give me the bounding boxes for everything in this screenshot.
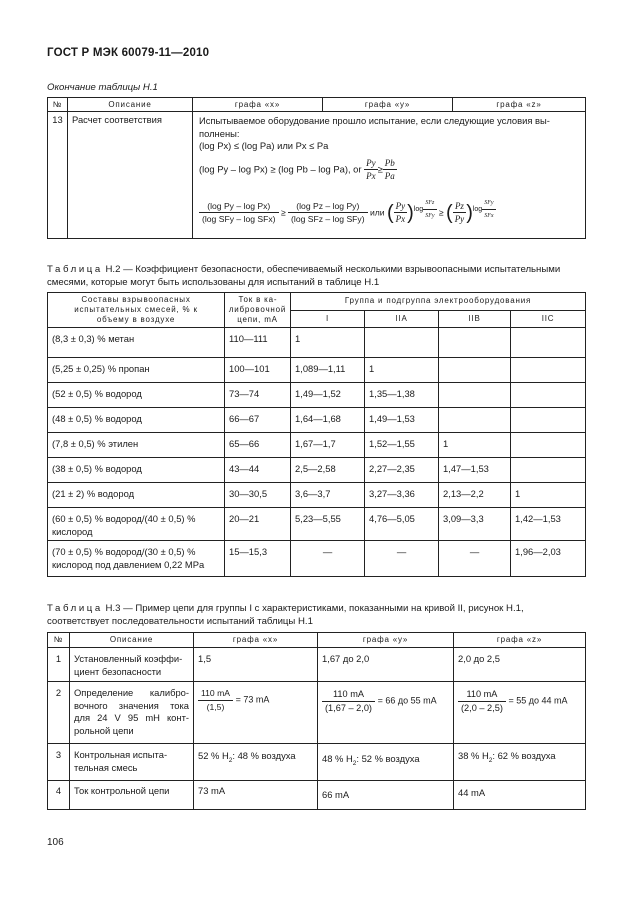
condition-2	[199, 157, 579, 183]
fraction: (log Pz – log Py) (log SFz – log SFy)	[288, 200, 368, 226]
col-header: №	[48, 633, 70, 648]
table-h1	[47, 97, 586, 239]
row-description: Установленный коэффициент безопасности	[70, 648, 194, 682]
col-header-current: Ток в калибровочной цепи, mA	[225, 293, 291, 328]
col-header: Описание	[68, 98, 193, 112]
cell-x: 52 % $H_2$: 48 % воздуха	[194, 744, 318, 781]
row-number: 2	[48, 682, 70, 744]
cell-factor	[439, 358, 511, 383]
cell-factor: 1	[439, 433, 511, 458]
col-header: Описание	[70, 633, 194, 648]
col-header-group-iic: IIC	[511, 310, 586, 328]
row-number: 1	[48, 648, 70, 682]
cell-factor: 1,96—2,03	[511, 541, 586, 577]
fraction: (log Py – log Px) (log SFy – log SFx)	[199, 200, 279, 226]
cell-factor	[511, 433, 586, 458]
cell-factor	[511, 383, 586, 408]
page-number: 106	[47, 837, 64, 848]
table-h2-caption	[47, 263, 585, 289]
col-header: графа «y»	[318, 633, 454, 648]
cell-factor: 1,52—1,55	[365, 433, 439, 458]
row-description: Расчет соответствия	[68, 112, 193, 239]
row-description: Определение калибровочного значения тока для 24 V 95 mH контрольной цепи	[70, 682, 194, 744]
cell-y: 48 % $H_2$: 52 % воздуха	[318, 744, 454, 781]
table-row	[48, 433, 586, 458]
cell-z	[454, 682, 586, 744]
cell-factor	[439, 383, 511, 408]
row-description: Ток контрольной цепи	[70, 781, 194, 810]
col-header: графа «y»	[323, 98, 453, 112]
cell-y: 1,67 до 2,0	[318, 648, 454, 682]
cell-factor: —	[439, 541, 511, 577]
condition-1: (log Px) ≤ (log Pa) или Px ≤ Pa	[199, 140, 329, 151]
conformity-conditions	[193, 112, 586, 239]
cell-z: 38 % $H_2$: 62 % воздуха	[454, 744, 586, 781]
cell-factor: —	[291, 541, 365, 577]
cell-mix: (52 ± 0,5) % водород	[48, 383, 225, 408]
exponent-fraction: $\frac{\text{SFz}}{\text{SFy}}$	[423, 197, 436, 223]
cell-factor: 1,42—1,53	[511, 508, 586, 541]
col-header-group-iib: IIB	[439, 310, 511, 328]
cell-mix: (70 ± 0,5) % водород/(30 ± 0,5) % кислород под давлением 0,22 MPa	[48, 541, 225, 577]
fraction: $\frac{Pz}{Py}$	[454, 200, 465, 225]
cell-factor	[511, 408, 586, 433]
cell-factor	[511, 458, 586, 483]
cell-x: 73 mA	[194, 781, 318, 810]
cell-factor: 1,47—1,53	[439, 458, 511, 483]
caption-text: Н.2 — Коэффициент безопасности, обеспечиваемый несколькими взрывоопасными испытательными смесями, которые могут быть использованы для испытаний в таблице Н.1	[47, 264, 561, 288]
cell-factor: 1,089—1,11	[291, 358, 365, 383]
conditions-intro: Испытываемое оборудование прошло испытание, если следующие условия выполнены:	[199, 115, 550, 139]
cell-current: 100—101	[225, 358, 291, 383]
result-text: = 55 до 44 mA	[508, 695, 568, 706]
result-text: = 66 до 55 mA	[377, 695, 437, 706]
table-row	[48, 383, 586, 408]
cell-factor: 1,35—1,38	[365, 383, 439, 408]
table-row	[48, 358, 586, 383]
cell-current: 110—111	[225, 333, 291, 358]
table-h1-caption: Окончание таблицы Н.1	[47, 82, 158, 93]
cell-factor: 3,09—3,3	[439, 508, 511, 541]
row-number: 13	[48, 112, 68, 239]
cell-mix: (7,8 ± 0,5) % этилен	[48, 433, 225, 458]
cell-factor: 1,64—1,68	[291, 408, 365, 433]
col-header: №	[48, 98, 68, 112]
cell-factor: 4,76—5,05	[365, 508, 439, 541]
cell-factor	[439, 408, 511, 433]
table-row	[48, 333, 586, 358]
fraction: $\frac{Py}{Px}$	[395, 200, 406, 225]
col-header-mix: Составы взрывоопасных испытательных смесей, % к объему в воздухе	[48, 293, 225, 328]
condition-2-text: (log Py – log Px) ≥ (log Pb – log Pa), or	[199, 162, 362, 174]
fraction: $\frac{Pb}{Pa}$	[384, 157, 395, 181]
condition-3: (log Py – log Px) (log SFy – log SFx) ≥ (log Pz – log Py) (log SFz – log SFy) или ( $\frac{Py}{Px}$ )$^{log \frac{\text{SFz}}{\text{SFy}}}$ ≥ ( $\frac{Pz}{Py}$ )$^{log \frac{\text{SFy}}{\text{SFx}}}$	[199, 197, 579, 226]
cell-factor: 1	[511, 483, 586, 508]
cell-factor	[365, 333, 439, 358]
cell-factor: 1,49—1,52	[291, 383, 365, 408]
caption-text: Н.3 — Пример цепи для группы I с характеристиками, показанными на кривой II, рисунок Н.1, соответствует последовательности испытаний таблицы Н.1	[47, 603, 524, 627]
cell-mix: (8,3 ± 0,3) % метан	[48, 333, 225, 358]
fraction: $\frac{Py}{Px}$	[366, 157, 376, 181]
cell-mix: (38 ± 0,5) % водород	[48, 458, 225, 483]
fraction: $\frac{110 mA}{(1,67 - 2,0)}$	[322, 688, 375, 714]
table-row	[48, 458, 586, 483]
cell-factor	[511, 358, 586, 383]
cell-factor	[511, 333, 586, 358]
exponent-fraction: $\frac{\text{SFy}}{\text{SFx}}$	[482, 197, 495, 223]
ge-sign: ≥	[438, 207, 444, 218]
cell-factor: 3,27—3,36	[365, 483, 439, 508]
cell-factor: 5,23—5,55	[291, 508, 365, 541]
ge-sign: ≥	[377, 162, 383, 174]
document-header: ГОСТ Р МЭК 60079-11—2010	[47, 47, 210, 59]
cell-current: 65—66	[225, 433, 291, 458]
col-header: графа «z»	[454, 633, 586, 648]
ge-sign: ≥	[280, 207, 286, 218]
fraction: $\frac{110 mA}{(1,5)}$	[198, 687, 233, 713]
cell-mix: (21 ± 2) % водород	[48, 483, 225, 508]
cell-current: 73—74	[225, 383, 291, 408]
col-header-group-iia: IIA	[365, 310, 439, 328]
table-h3	[47, 632, 586, 810]
cell-factor: 1	[291, 333, 365, 358]
col-header: графа «z»	[453, 98, 586, 112]
or-text: или	[369, 207, 385, 218]
cell-current: 30—30,5	[225, 483, 291, 508]
cell-z: 44 mA	[454, 781, 586, 810]
table-h3-caption	[47, 602, 585, 628]
fraction: $\frac{110 mA}{(2,0 - 2,5)}$	[458, 688, 506, 714]
cell-factor: 1	[365, 358, 439, 383]
cell-x: 1,5	[194, 648, 318, 682]
cell-factor: 3,6—3,7	[291, 483, 365, 508]
caption-label: Таблица	[47, 264, 103, 275]
table-row	[48, 508, 586, 541]
col-header: графа «x»	[193, 98, 323, 112]
col-header: графа «x»	[194, 633, 318, 648]
cell-factor: 2,27—2,35	[365, 458, 439, 483]
table-row	[48, 541, 586, 577]
result-text: = 73 mA	[235, 694, 270, 705]
table-h2	[47, 292, 586, 577]
cell-mix: (5,25 ± 0,25) % пропан	[48, 358, 225, 383]
col-header-group-i: I	[291, 310, 365, 328]
cell-current: 15—15,3	[225, 541, 291, 577]
cell-factor: 1,49—1,53	[365, 408, 439, 433]
table-row	[48, 483, 586, 508]
cell-current: 20—21	[225, 508, 291, 541]
cell-z: 2,0 до 2,5	[454, 648, 586, 682]
log-text: log	[413, 206, 424, 214]
cell-x	[194, 682, 318, 744]
cell-factor: 1,67—1,7	[291, 433, 365, 458]
cell-mix: (60 ± 0,5) % водород/(40 ± 0,5) % кислород	[48, 508, 225, 541]
cell-current: 43—44	[225, 458, 291, 483]
cell-factor	[439, 333, 511, 358]
cell-mix: (48 ± 0,5) % водород	[48, 408, 225, 433]
cell-factor: —	[365, 541, 439, 577]
table-row	[48, 408, 586, 433]
row-number: 4	[48, 781, 70, 810]
caption-label: Таблица	[47, 603, 103, 614]
row-description: Контрольная испытательная смесь	[70, 744, 194, 781]
row-number: 3	[48, 744, 70, 781]
cell-y	[318, 682, 454, 744]
log-text: log	[472, 206, 483, 214]
cell-y: 66 mA	[318, 781, 454, 810]
cell-factor: 2,5—2,58	[291, 458, 365, 483]
col-header-group: Группа и подгруппа электрооборудования	[291, 293, 586, 311]
cell-current: 66—67	[225, 408, 291, 433]
cell-factor: 2,13—2,2	[439, 483, 511, 508]
